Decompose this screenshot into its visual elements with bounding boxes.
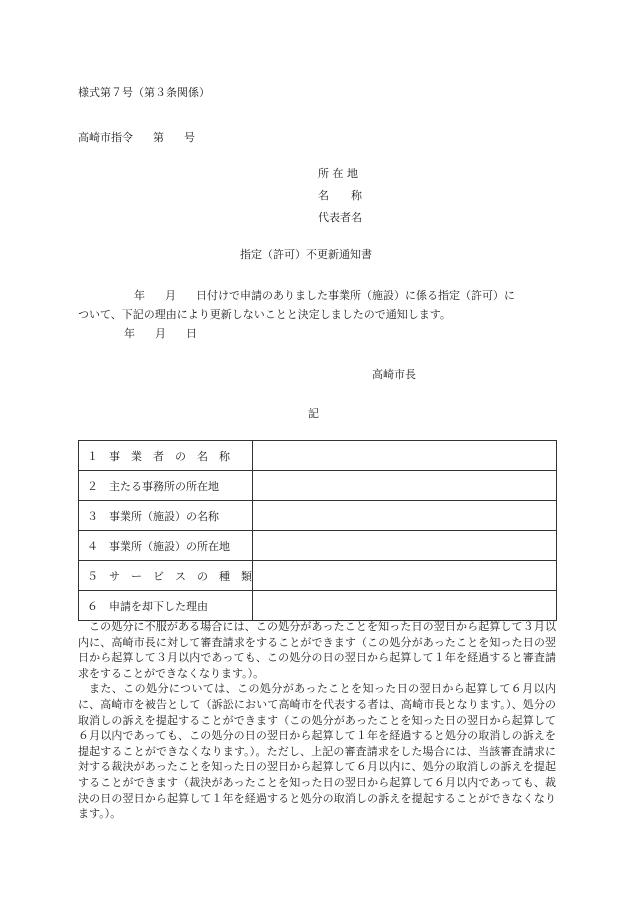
addressee-location-label: 所 在 地 [318,167,358,180]
row-value [253,501,557,531]
issuer-name: 高崎市長 [372,368,416,381]
row-label: ４ 事業所（施設）の所在地 [79,531,253,561]
table-row [79,471,557,501]
info-table [78,440,557,621]
date-day: 日 [186,327,197,340]
row-value [253,561,557,591]
body-line-1 [120,287,515,303]
row-label: ６ 申請を却下した理由 [79,591,253,621]
doc-ref-go: 号 [184,131,195,144]
body-month: 月 [165,289,176,302]
table-row [79,441,557,471]
table-row [79,591,557,621]
doc-ref-dai: 第 [153,131,164,144]
appeal-notice [78,619,556,822]
row-label: ３ 事業所（施設）の名称 [79,501,253,531]
row-label: １ 事 業 者 の 名 称 [79,441,253,471]
appeal-paragraph-1: この処分に不服がある場合には、この処分があったことを知った日の翌日から起算して３月以内に、高崎市長に対して審査請求をすることができます（この処分があったことを知った日の翌日から起算して３月以内であっても、この処分の日の翌日から起算して１年を経過すると審査請求をすることができなくなります。）。 [78,620,556,680]
row-value [253,471,557,501]
form-number: 様式第７号（第３条関係） [78,86,210,99]
document-title: 指定（許可）不更新通知書 [240,248,372,261]
table-row [79,531,557,561]
row-value [253,531,557,561]
row-value [253,591,557,621]
row-value [253,441,557,471]
appeal-paragraph-2: また、この処分については、この処分があったことを知った日の翌日から起算して６月以内に、高崎市を被告として（訴訟において高崎市を代表する者は、高崎市長となります。）、処分の取消しの訴えを提起することができます（この処分があったことを知った日の翌日から起算して６月以内であっても、この処分の日の翌日から起算して１年を経過すると処分の取消しの訴えを提起することができなくなります。）。ただし、上記の審査請求をした場合には、当該審査請求に対する裁決があったことを知った日の翌日から起算して６月以内に、処分の取消しの訴えを提起することができます（裁決があったことを知った日の翌日から起算して６月以内であっても、裁決の日の翌日から起算して１年を経過すると処分の取消しの訴えを提起することができなくなります。）。 [78,682,556,821]
date-year: 年 [124,327,135,340]
document-reference [78,129,195,145]
addressee-name-label: 名 称 [318,189,362,202]
date-month: 月 [155,327,166,340]
body-line-1-text: 日付けで申請のありました事業所（施設）に係る指定（許可）に [196,289,515,302]
date-line [124,325,197,341]
body-year: 年 [134,289,145,302]
row-label: ２ 主たる事務所の所在地 [79,471,253,501]
addressee-representative-label: 代表者名 [318,211,362,224]
table-row [79,501,557,531]
row-label: ５ サ ー ビ ス の 種 類 [79,561,253,591]
ki-heading: 記 [308,407,319,420]
body-line-2: ついて、下記の理由により更新しないことと決定しましたので通知します。 [78,308,451,321]
table-row [79,561,557,591]
doc-ref-prefix: 高崎市指令 [78,131,133,144]
